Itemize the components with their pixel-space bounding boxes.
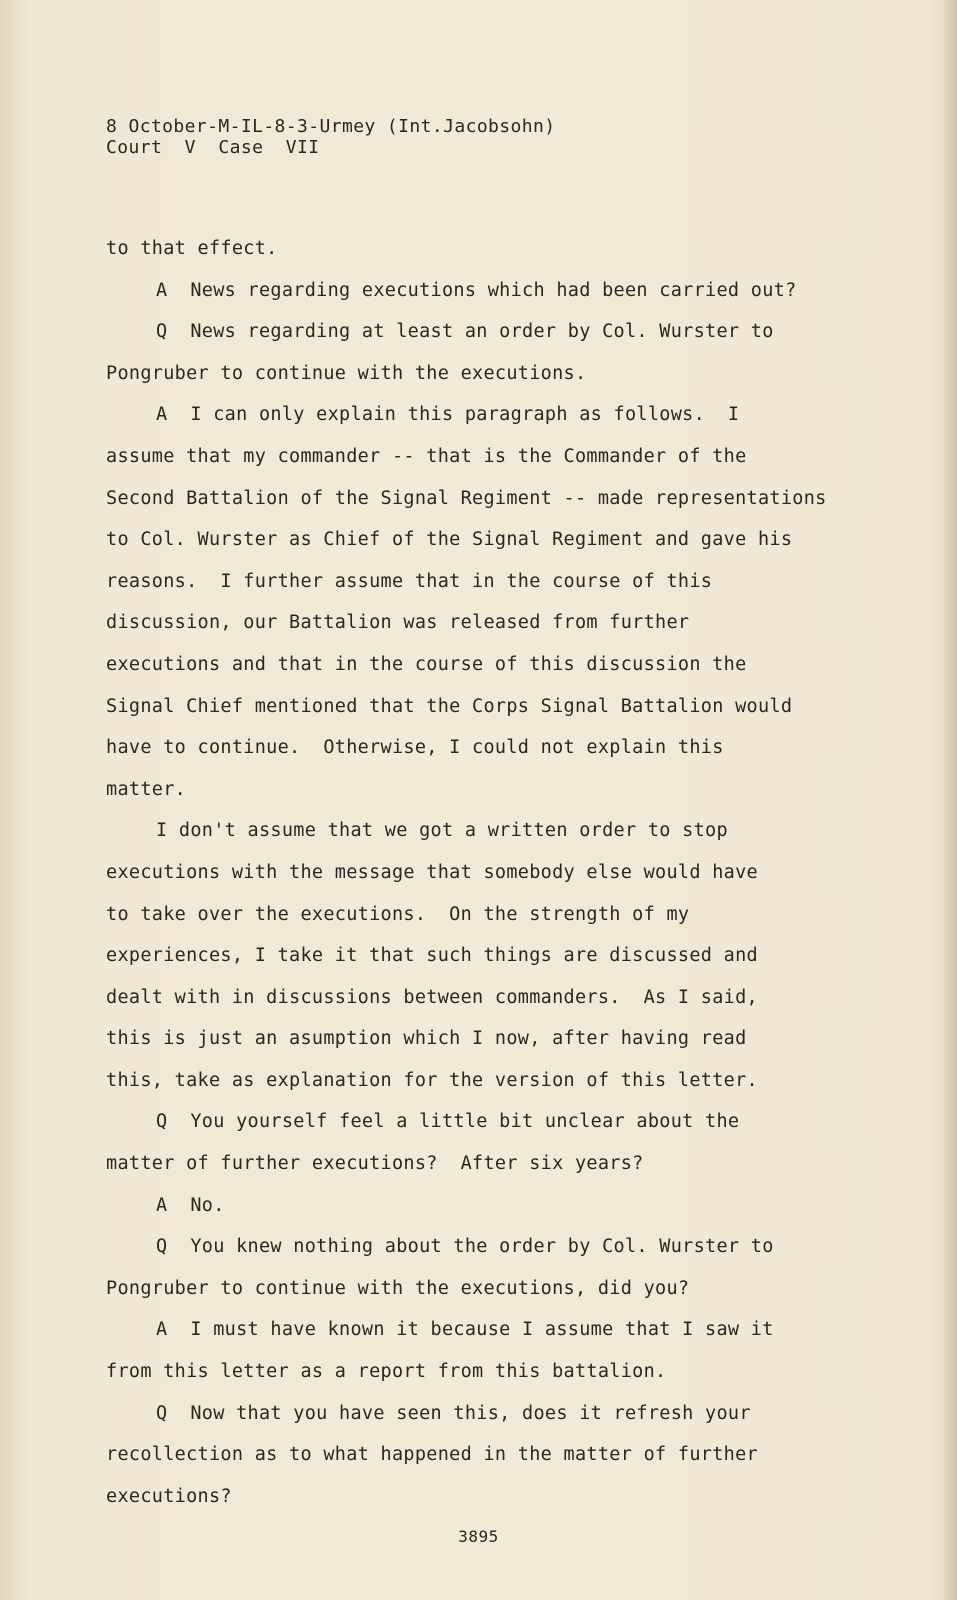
transcript-line: matter of further executions? After six years? [106,1153,644,1175]
transcript-line: A I must have known it because I assume that I saw it [156,1319,774,1341]
transcript-line: executions and that in the course of this discussion the [106,653,747,675]
transcript-line: Q Now that you have seen this, does it refresh your [156,1402,751,1424]
transcript-line: have to continue. Otherwise, I could not explain this [106,737,724,759]
transcript-line: Q You knew nothing about the order by Col. Wurster to [156,1236,774,1258]
transcript-line: executions with the message that somebody else would have [106,861,758,883]
transcript-line: A No. [156,1194,225,1216]
transcript-line: reasons. I further assume that in the course of this [106,570,713,592]
page-number: 3895 [458,1527,499,1546]
transcript-line: Second Battalion of the Signal Regiment -- made representations [106,487,827,509]
transcript-line: experiences, I take it that such things are discussed and [106,945,758,967]
transcript-line: to that effect. [106,238,278,259]
transcript-line: dealt with in discussions between commanders. As I said, [106,986,758,1008]
transcript-line: matter. [106,778,187,800]
transcript-line: A News regarding executions which had been carried out? [156,279,797,301]
transcript-line: Pongruber to continue with the executions. [106,362,587,384]
transcript-line: I don't assume that we got a written order to stop [156,820,728,842]
transcript-line: Pongruber to continue with the executions, did you? [106,1277,690,1299]
header-line-court: Court V Case VII [106,137,320,158]
transcript-line: Signal Chief mentioned that the Corps Signal Battalion would [106,695,793,717]
transcript-line: from this letter as a report from this battalion. [106,1361,667,1383]
transcript-line: this is just an asumption which I now, after having read [106,1028,747,1050]
transcript-line: this, take as explanation for the version of this letter. [106,1069,758,1091]
transcript-body [106,228,896,1517]
transcript-line: A I can only explain this paragraph as follows. I [156,404,740,426]
transcript-line: Q News regarding at least an order by Col. Wurster to [156,321,774,343]
transcript-line: to take over the executions. On the strength of my [106,903,690,925]
transcript-line: to Col. Wurster as Chief of the Signal Regiment and gave his [106,529,793,551]
header-line-date: 8 October-M-IL-8-3-Urmey (Int.Jacobsohn) [106,116,556,137]
transcript-line: assume that my commander -- that is the Commander of the [106,445,747,467]
transcript-line: Q You yourself feel a little bit unclear about the [156,1111,740,1133]
transcript-line: executions? [106,1485,232,1507]
transcript-line: discussion, our Battalion was released from further [106,612,690,634]
page-edge-shadow [943,0,957,1600]
transcript-line: recollection as to what happened in the matter of further [106,1444,758,1466]
transcript-header [106,116,555,158]
